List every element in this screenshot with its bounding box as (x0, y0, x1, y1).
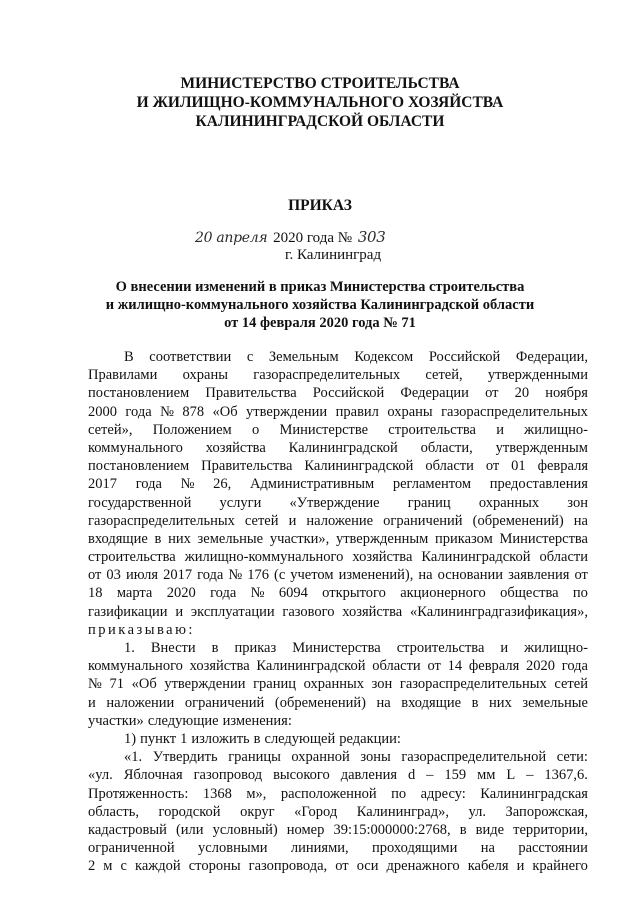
body-word: м», (246, 785, 267, 802)
body-word: эксплуатации (190, 603, 275, 620)
body-line (88, 366, 588, 384)
body-word: области (425, 458, 474, 475)
subject-line: О внесении изменений в приказ Министерства строительства (115, 279, 525, 295)
body-word: коммунального (88, 439, 183, 456)
body-word: в (154, 530, 162, 547)
body-word: границ (407, 494, 451, 511)
body-word: газораспределительных (253, 367, 401, 384)
body-word: оси (356, 858, 379, 875)
body-word: 03 (106, 567, 121, 584)
body-word: «Калининградгазификация», (410, 603, 588, 620)
body-word: и (496, 421, 504, 438)
body-word: в (471, 694, 479, 711)
body-line (88, 384, 588, 402)
body-word: 1 (180, 730, 188, 747)
body-word: по (572, 585, 588, 602)
body-word: Земельным (268, 349, 339, 365)
body-word: зон (371, 676, 393, 693)
body-line (88, 657, 588, 675)
body-line (88, 785, 588, 803)
body-word: В (124, 349, 134, 365)
body-word: охранных (478, 494, 540, 511)
body-word: услуги (219, 494, 262, 511)
order-year-text: 2020 года № (273, 230, 353, 246)
body-word: Министерстве (279, 421, 369, 438)
body-word: 2017 (88, 476, 117, 493)
body-line (88, 694, 588, 712)
body-word: государственной (88, 494, 192, 511)
body-word: Правительства (205, 385, 297, 402)
body-word: открытого (322, 585, 386, 602)
body-word: адресу: (420, 785, 466, 802)
body-word: акционерного (400, 585, 486, 602)
body-word: жилищно-коммунального (184, 549, 344, 566)
body-line (88, 530, 588, 548)
body-word: жилищно- (524, 421, 588, 438)
body-line (88, 766, 588, 784)
body-word: регламентом (392, 476, 472, 493)
body-word: газораспределительных (88, 512, 235, 529)
body-word: июля (125, 567, 159, 584)
body-line (88, 421, 588, 439)
body-line (88, 748, 588, 766)
body-word: Калининград», (356, 803, 449, 820)
body-word: № (250, 585, 265, 602)
body-word: ул. (468, 803, 487, 820)
body-word: ограниченной (88, 840, 175, 857)
body-word: «Город (294, 803, 338, 820)
body-word: 2020 (166, 585, 196, 602)
body-word: (с (273, 567, 286, 584)
ministry-line: МИНИСТЕРСТВО СТРОИТЕЛЬСТВА (180, 75, 460, 92)
body-word: февраля (468, 658, 520, 675)
body-word: земельные (522, 694, 588, 711)
body-word: – (426, 767, 434, 784)
body-word: границы (228, 749, 281, 766)
body-word: на (418, 567, 433, 584)
body-word: Правилами (88, 367, 158, 384)
body-word: кабеля (467, 858, 509, 875)
body-word: приказ (234, 640, 277, 656)
body-word: L (506, 767, 516, 784)
body-word: округ (240, 803, 275, 820)
body-line (88, 857, 588, 875)
body-word: охранной (291, 749, 350, 766)
body-word: на (573, 512, 588, 529)
body-word: от (427, 658, 441, 675)
handwritten-number: 303 (357, 228, 386, 246)
body-word: 18 (88, 585, 103, 602)
ministry-line: КАЛИНИНГРАДСКОЙ ОБЛАСТИ (195, 113, 445, 130)
body-word: газораспределительной (401, 749, 547, 766)
body-word: 878 (182, 403, 205, 420)
body-word: сети: (556, 749, 588, 766)
body-word: Федерации, (515, 349, 588, 365)
order-subject (0, 278, 640, 332)
body-word: зон (567, 494, 588, 511)
body-line (88, 821, 588, 839)
body-word: проходящими (372, 840, 458, 857)
handwritten-date: 20 апреля (195, 230, 268, 246)
body-line (88, 548, 588, 566)
body-word: коммунального (88, 658, 183, 675)
body-word: от (485, 458, 500, 475)
body-word: 2020 (526, 658, 556, 675)
body-word: хозяйства (205, 439, 266, 456)
body-word: 39:15:000000:2768, (333, 821, 451, 838)
body-word: Министерства (499, 530, 588, 547)
body-word: городской (158, 803, 221, 820)
body-word: газификации (88, 603, 168, 620)
body-word: приказом (434, 530, 493, 547)
body-word: заявления (508, 567, 570, 584)
body-word: года (561, 658, 588, 675)
body-word: 01 (511, 458, 526, 475)
body-line (88, 730, 588, 748)
body-word: Калининградской (421, 549, 531, 566)
body-word: № (180, 476, 195, 493)
body-word: утвержденным (335, 530, 429, 547)
body-word: входящие (401, 694, 462, 711)
body-line (88, 712, 588, 730)
body-word: с (246, 349, 254, 365)
body-word: 1. (124, 640, 135, 656)
body-word: Калининградской (288, 439, 398, 456)
body-word: высокого (273, 767, 330, 784)
body-word: линиями, (290, 840, 349, 857)
body-word: соответствии (149, 349, 232, 365)
body-word: охранных (303, 676, 364, 693)
body-word: крайнего (532, 858, 588, 875)
body-word: охраны (387, 403, 433, 420)
body-word: 176 (247, 567, 269, 584)
body-word: строительства (396, 640, 485, 656)
body-word: ноября (545, 385, 588, 402)
body-word: пункт (140, 730, 177, 747)
order-title: ПРИКАЗ (288, 197, 352, 214)
body-word: утвержденными (487, 367, 588, 384)
body-word: изменений), (338, 567, 414, 584)
body-word: 1) (124, 730, 137, 747)
body-word: марта (116, 585, 153, 602)
body-word: изменения: (222, 712, 292, 729)
body-word: давления (340, 767, 398, 784)
body-word: от (485, 385, 499, 402)
body-word: 20 (514, 385, 530, 402)
body-line (88, 566, 588, 584)
body-word: участки», (269, 530, 330, 547)
body-word: Российской (312, 385, 385, 402)
body-word: газового (282, 603, 335, 620)
body-line (88, 603, 588, 621)
body-line (88, 584, 588, 602)
body-word: утверждении (246, 403, 328, 420)
body-line (88, 639, 588, 657)
body-word: 26, (213, 476, 232, 493)
body-word: каждой (135, 858, 181, 875)
body-word: газопровода, (248, 858, 328, 875)
body-word: сетей (554, 676, 588, 693)
body-word: на (480, 840, 495, 857)
body-word: – (526, 767, 534, 784)
body-word: приказываю: (88, 621, 195, 638)
body-word: (обременений) (472, 512, 564, 529)
body-word: от (335, 858, 349, 875)
body-word: Административным (249, 476, 375, 493)
body-word: постановлением (88, 458, 190, 475)
body-word: области (372, 658, 421, 675)
subject-line: от 14 февраля 2020 года № 71 (224, 315, 416, 331)
body-line (88, 403, 588, 421)
body-word: Запорожская, (505, 803, 588, 820)
body-word: зоны (360, 749, 391, 766)
body-word: Российской (428, 349, 501, 365)
body-word: следующей (264, 730, 336, 747)
body-word: мм (477, 767, 496, 784)
city-name: г. Калининград (285, 247, 382, 263)
body-word: входящие (88, 530, 148, 547)
body-word: Калининградской (304, 458, 414, 475)
body-word: них (489, 694, 512, 711)
body-word: о (251, 421, 260, 438)
body-word: стороны (188, 858, 241, 875)
body-word: (обременений) (274, 694, 366, 711)
body-word: Министерства (292, 640, 381, 656)
body-word: и (500, 640, 509, 656)
body-word: предоставления (489, 476, 588, 493)
body-word: и (88, 694, 96, 711)
body-word: расстоянии (518, 840, 588, 857)
body-word: строительства (88, 549, 176, 566)
body-word: Яблочная (123, 767, 183, 784)
body-line (88, 675, 588, 693)
body-word: Калининградская (480, 785, 588, 802)
body-word: газораспределительных (441, 403, 588, 420)
body-line (88, 348, 588, 366)
body-word: года (125, 403, 152, 420)
body-word: область, (88, 803, 139, 820)
body-word: хозяйства (352, 549, 413, 566)
body-word: правил (335, 403, 379, 420)
body-word: по (391, 785, 407, 802)
body-word: м (103, 858, 113, 875)
body-word: 2000 (88, 403, 117, 420)
body-word: земельные (197, 530, 264, 547)
body-line (88, 839, 588, 857)
body-word: кадастровый (88, 821, 167, 838)
body-word: «Об (212, 403, 238, 420)
body-word: «Об (131, 676, 157, 693)
body-word: года (197, 567, 224, 584)
body-word: 1368 (202, 785, 232, 802)
body-word: в (253, 730, 261, 747)
ministry-line: И ЖИЛИЩНО-КОММУНАЛЬНОГО ХОЗЯЙСТВА (136, 94, 504, 111)
body-word: 6094 (278, 585, 308, 602)
body-word: основании (437, 567, 504, 584)
body-word: постановлением (88, 385, 190, 402)
ministry-header (0, 74, 640, 131)
body-word: года (210, 585, 237, 602)
body-word: газопровод (193, 767, 263, 784)
body-word: изложить (191, 730, 250, 747)
body-word: Кодексом (354, 349, 414, 365)
body-line (88, 803, 588, 821)
body-word: утвержденным (495, 439, 588, 456)
body-word: 2017 (163, 567, 193, 584)
body-word: Протяженность: (88, 785, 189, 802)
body-word: сетей», (88, 421, 133, 438)
body-word: № (160, 403, 174, 420)
body-word: с (120, 858, 127, 875)
body-word: на (376, 694, 391, 711)
body-word: участки» (88, 712, 144, 729)
body-word: них (168, 530, 191, 547)
body-word: охраны (182, 367, 228, 384)
body-word: области, (420, 439, 473, 456)
body-word: «ул. (88, 767, 113, 784)
body-word: в (211, 640, 219, 656)
body-word: сетей, (425, 367, 463, 384)
body-word: общества (500, 585, 559, 602)
body-line (88, 512, 588, 530)
body-word: «Утверждение (289, 494, 380, 511)
body-word: и (516, 858, 525, 875)
body-word: февраля (537, 458, 588, 475)
body-word: наложении (106, 694, 175, 711)
order-body (88, 348, 588, 875)
body-word: виде (475, 821, 505, 838)
body-word: строительства (388, 421, 476, 438)
body-word: от (574, 567, 588, 584)
body-word: № (88, 676, 102, 693)
body-word: Правительства (201, 458, 293, 475)
body-word: учетом (290, 567, 334, 584)
body-word: года (135, 476, 162, 493)
body-word: номер (286, 821, 325, 838)
body-word: d (407, 767, 416, 784)
body-word: Калининградской (256, 658, 366, 675)
subject-line: и жилищно-коммунального хозяйства Калининградской области (105, 297, 535, 313)
body-word: Утвердить (152, 749, 218, 766)
body-word: дренажного (386, 858, 460, 875)
body-word: Положением (152, 421, 232, 438)
body-word: территории, (513, 821, 588, 838)
body-word: ограничений (383, 512, 463, 529)
body-word: 14 (447, 658, 463, 675)
body-word: газораспределительных (399, 676, 547, 693)
body-word: условный) (212, 821, 278, 838)
body-word: расположенной (280, 785, 377, 802)
body-word: (или (175, 821, 204, 838)
body-word: Внести (150, 640, 196, 656)
body-word: области (539, 549, 588, 566)
body-word: 159 (444, 767, 467, 784)
body-word: редакции: (339, 730, 401, 747)
body-word: границ (253, 676, 297, 693)
body-word: ограничений (184, 694, 265, 711)
order-date-line (195, 228, 386, 247)
body-word: и (288, 512, 297, 529)
body-word: Федерации (400, 385, 469, 402)
body-word: жилищно- (524, 640, 588, 656)
body-word: 71 (109, 676, 124, 693)
body-word: хозяйства (342, 603, 403, 620)
body-word: от (88, 567, 102, 584)
body-word: утверждении (164, 676, 246, 693)
body-word: № (228, 567, 243, 584)
body-line (88, 475, 588, 493)
body-line (88, 621, 588, 639)
body-line (88, 457, 588, 475)
body-word: следующие (147, 712, 219, 729)
body-word: условными (198, 840, 268, 857)
body-word: 2 (88, 858, 96, 875)
body-word: сетей (244, 512, 279, 529)
body-word: и (175, 603, 184, 620)
body-word: 1367,6. (544, 767, 588, 784)
body-word: хозяйства (189, 658, 250, 675)
body-line (88, 439, 588, 457)
body-line (88, 494, 588, 512)
body-word: «1. (124, 749, 143, 766)
body-word: наложение (306, 512, 374, 529)
body-word: в (459, 821, 467, 838)
